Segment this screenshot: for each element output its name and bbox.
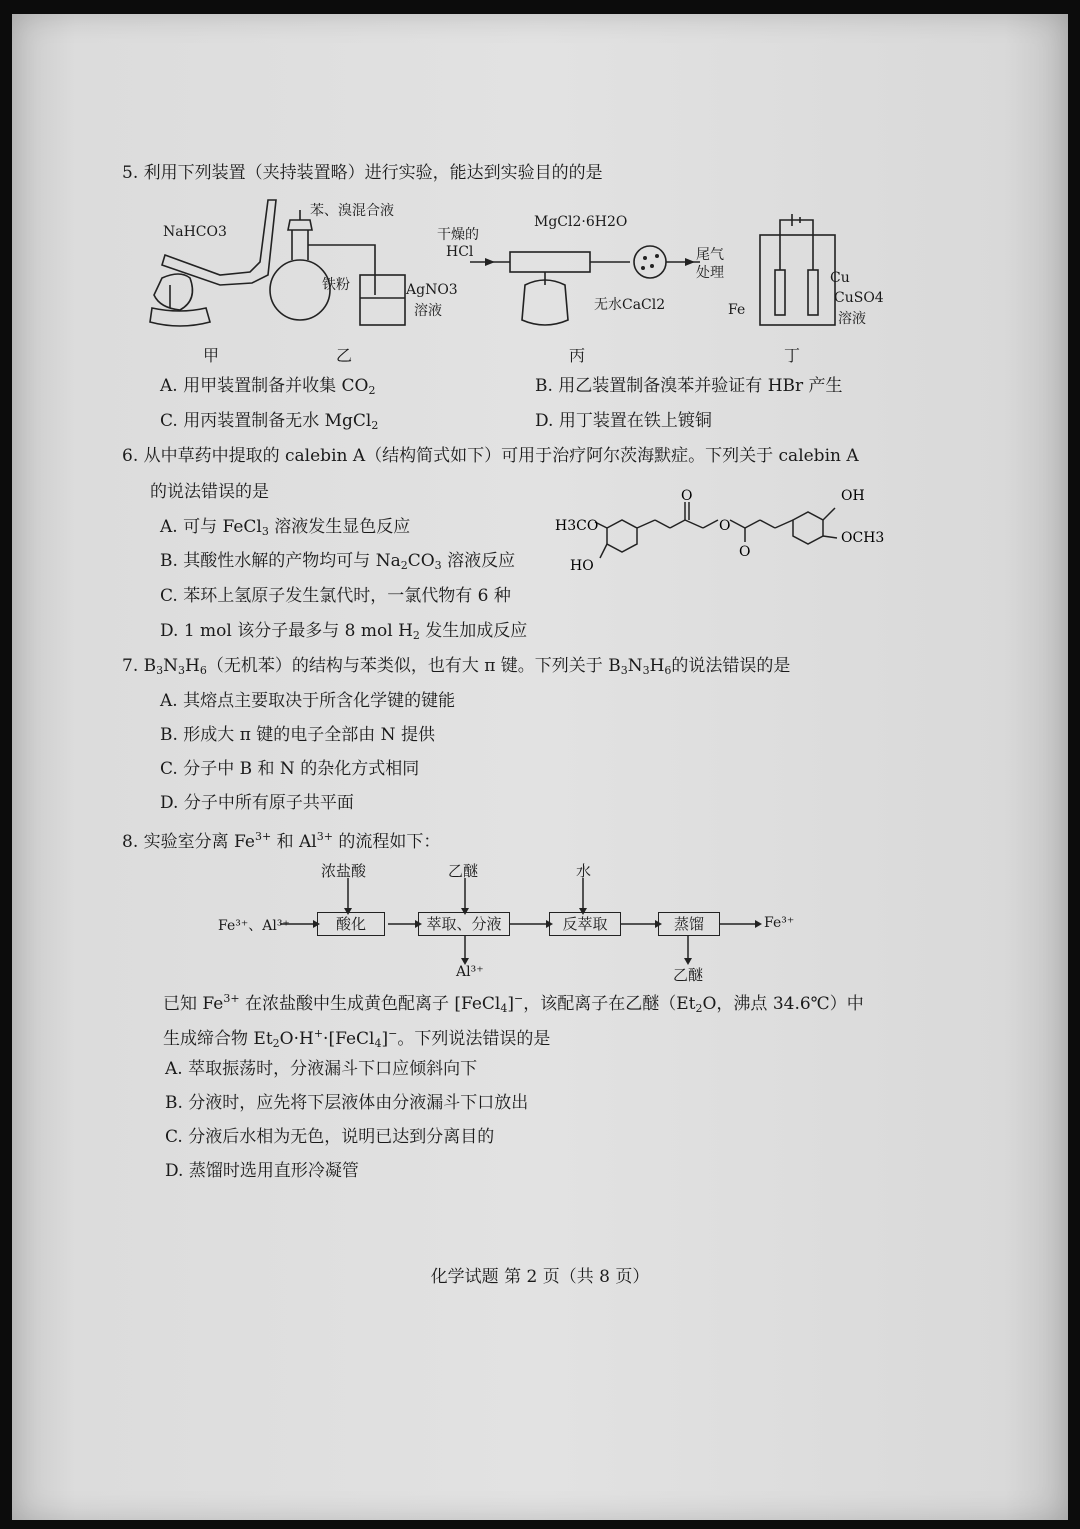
q5-option-c: C. 用丙装置制备无水 MgCl$_2$ <box>160 411 379 432</box>
flow-step-extract: 萃取、分液 <box>418 912 510 936</box>
q5-apparatus-figure <box>140 190 900 350</box>
q8-option-c: C. 分液后水相为无色，说明已达到分离目的 <box>165 1127 495 1147</box>
q5-option-b: B. 用乙装置制备溴苯并验证有 HBr 产生 <box>535 376 843 396</box>
label-treatment: 处理 <box>696 265 724 281</box>
label-h3co: H3CO <box>555 518 599 534</box>
apparatus-label-jia: 甲 <box>203 346 220 365</box>
flow-reagent-hcl: 浓盐酸 <box>321 862 367 880</box>
label-och3: OCH3 <box>841 530 885 546</box>
q6-stem-1: 6. 从中草药中提取的 calebin A（结构简式如下）可用于治疗阿尔茨海默症。下列关于 calebin A <box>122 446 859 466</box>
q7-option-b: B. 形成大 π 键的电子全部由 N 提供 <box>160 725 435 745</box>
label-tail-gas: 尾气 <box>696 247 724 263</box>
label-fe: Fe <box>728 302 746 318</box>
flow-output-ether: 乙醚 <box>673 966 704 984</box>
q7-stem: 7. $B_3N_3H_6$（无机苯）的结构与苯类似，也有大 π 键。下列关于 $B_3N_3H_6$的说法错误的是 <box>122 656 791 677</box>
q7-option-a: A. 其熔点主要取决于所含化学键的键能 <box>160 691 456 711</box>
q8-option-a: A. 萃取振荡时，分液漏斗下口应倾斜向下 <box>165 1059 478 1079</box>
label-iron-powder: 铁粉 <box>322 277 350 293</box>
q8-known-1: 已知 $Fe^{3+}$ 在浓盐酸中生成黄色配离子 [FeCl$_4$]−，该配离子在乙醚（$Et_2O$，沸点 34.6℃）中 <box>163 992 864 1015</box>
apparatus-label-yi: 乙 <box>336 346 353 365</box>
label-cu: Cu <box>830 270 850 286</box>
label-nahco3: NaHCO3 <box>163 224 227 240</box>
flow-step-acidify: 酸化 <box>317 912 385 936</box>
flow-input: Fe³⁺、Al³⁺ <box>218 918 290 934</box>
apparatus-label-ding: 丁 <box>784 346 801 365</box>
label-cacl2: 无水CaCl2 <box>594 297 666 313</box>
flow-step-distill: 蒸馏 <box>658 912 720 936</box>
apparatus-label-bing: 丙 <box>569 346 586 365</box>
calebin-a-structure <box>555 480 895 580</box>
flow-step-back-extract: 反萃取 <box>549 912 621 936</box>
label-solution-2: 溶液 <box>838 311 866 327</box>
q5-stem: 5. 利用下列装置（夹持装置略）进行实验，能达到实验目的的是 <box>122 163 603 183</box>
label-benzene-bromine: 苯、溴混合液 <box>310 203 394 219</box>
q7-option-d: D. 分子中所有原子共平面 <box>160 793 354 813</box>
page-footer: 化学试题 第 2 页（共 8 页） <box>430 1267 650 1287</box>
label-solution-1: 溶液 <box>414 303 442 319</box>
q8-flow-arrows <box>200 860 820 980</box>
q8-known-2: 生成缔合物 $Et_2O\cdot H^+\cdot[FeCl_4]^-$。下列说法错误的是 <box>163 1027 551 1050</box>
flow-output-fe: Fe³⁺ <box>764 915 795 931</box>
label-mgcl2-hydrate: MgCl2·6H2O <box>534 214 628 230</box>
flow-output-al: Al³⁺ <box>456 964 484 980</box>
q8-option-b: B. 分液时，应先将下层液体由分液漏斗下口放出 <box>165 1093 529 1113</box>
q6-option-a: A. 可与 FeCl$_3$ 溶液发生显色反应 <box>160 517 411 538</box>
label-cuso4: CuSO4 <box>834 290 884 306</box>
q6-option-b: B. 其酸性水解的产物均可与 $Na_2CO_3$ 溶液反应 <box>160 551 516 572</box>
label-hcl: HCl <box>446 244 474 260</box>
q8-option-d: D. 蒸馏时选用直形冷凝管 <box>165 1161 359 1181</box>
label-ester-o: O <box>719 518 731 534</box>
flow-reagent-ether: 乙醚 <box>448 862 479 880</box>
q5-option-d: D. 用丁装置在铁上镀铜 <box>535 411 712 431</box>
label-dry: 干燥的 <box>437 227 479 243</box>
q6-stem-2: 的说法错误的是 <box>150 482 269 502</box>
q5-option-a: A. 用甲装置制备并收集 $CO_2$ <box>160 376 376 397</box>
flow-reagent-water: 水 <box>576 862 592 880</box>
q8-stem: 8. 实验室分离 $Fe^{3+}$ 和 $Al^{3+}$ 的流程如下： <box>122 830 441 852</box>
label-ho: HO <box>570 558 594 574</box>
label-ketone-o: O <box>681 488 693 504</box>
q7-option-c: C. 分子中 B 和 N 的杂化方式相同 <box>160 759 420 779</box>
label-agno3: AgNO3 <box>406 282 458 298</box>
q6-option-c: C. 苯环上氢原子发生氯代时，一氯代物有 6 种 <box>160 586 511 606</box>
label-carbonyl-o: O <box>739 544 751 560</box>
q6-option-d: D. 1 mol 该分子最多与 8 mol $H_2$ 发生加成反应 <box>160 621 528 642</box>
label-oh: OH <box>841 488 865 504</box>
